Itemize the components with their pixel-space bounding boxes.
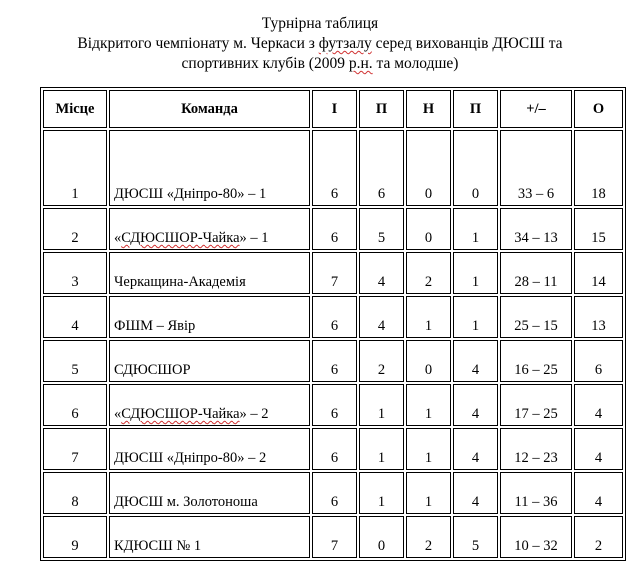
draws-cell: 2 (406, 252, 451, 294)
place-cell: 8 (43, 472, 107, 514)
wins-cell: 1 (359, 428, 404, 470)
table-row (43, 384, 623, 426)
document-title (0, 15, 640, 33)
points-cell: 4 (574, 428, 623, 470)
games-cell: 6 (312, 296, 357, 338)
place-cell: 7 (43, 428, 107, 470)
losses-cell: 1 (453, 208, 498, 250)
team-cell (109, 296, 310, 338)
table-row (43, 340, 623, 382)
losses-cell: 4 (453, 428, 498, 470)
team-name-text: ДЮСШ «Дніпро-80» – 1 (114, 186, 267, 202)
wins-cell: 1 (359, 384, 404, 426)
games-cell: 7 (312, 516, 357, 558)
losses-cell: 0 (453, 130, 498, 206)
place-cell: 9 (43, 516, 107, 558)
losses-cell: 4 (453, 472, 498, 514)
wins-cell: 2 (359, 340, 404, 382)
draws-cell: 0 (406, 340, 451, 382)
subtitle-text-after: серед вихованців ДЮСШ та (371, 35, 563, 52)
wins-cell: 1 (359, 472, 404, 514)
spellcheck-underlined-word: СДЮСШОР-Чайка (121, 406, 240, 422)
wins-cell: 5 (359, 208, 404, 250)
games-cell: 7 (312, 252, 357, 294)
table-row (43, 516, 623, 558)
points-cell: 6 (574, 340, 623, 382)
losses-cell: 5 (453, 516, 498, 558)
subtitle-text-after: та молодше) (372, 55, 459, 72)
points-cell: 15 (574, 208, 623, 250)
games-cell: 6 (312, 208, 357, 250)
place-cell: 4 (43, 296, 107, 338)
place-cell: 5 (43, 340, 107, 382)
games-cell: 6 (312, 428, 357, 470)
team-name-text: « (114, 406, 122, 422)
points-cell: 18 (574, 130, 623, 206)
points-cell: 4 (574, 472, 623, 514)
table-row (43, 428, 623, 470)
draws-cell: 1 (406, 296, 451, 338)
points-cell: 14 (574, 252, 623, 294)
team-cell (109, 252, 310, 294)
losses-cell: 1 (453, 296, 498, 338)
team-cell (109, 516, 310, 558)
draws-cell: 1 (406, 472, 451, 514)
draws-cell: 0 (406, 130, 451, 206)
games-cell: 6 (312, 472, 357, 514)
goals-cell: 12 – 23 (500, 428, 572, 470)
place-cell: 3 (43, 252, 107, 294)
wins-cell: 6 (359, 130, 404, 206)
column-header-draws: Н (406, 90, 451, 128)
team-name-text: ДЮСШ «Дніпро-80» – 2 (114, 450, 267, 466)
goals-cell: 28 – 11 (500, 252, 572, 294)
team-name-text: Черкащина-Академія (114, 274, 246, 290)
team-name-text: ДЮСШ м. Золотоноша (114, 494, 258, 510)
table-header-row (43, 90, 623, 128)
team-name-text: КДЮСШ № 1 (114, 538, 202, 554)
losses-cell: 4 (453, 384, 498, 426)
column-header-losses: П (453, 90, 498, 128)
table-row (43, 208, 623, 250)
points-cell: 4 (574, 384, 623, 426)
points-cell: 2 (574, 516, 623, 558)
title-line-1: Турнірна таблиця (261, 15, 379, 32)
team-name-suffix: » – 1 (239, 230, 269, 246)
column-header-team: Команда (109, 90, 310, 128)
wins-cell: 4 (359, 296, 404, 338)
column-header-place: Місце (43, 90, 107, 128)
spellcheck-underlined-word: р.н. (348, 55, 373, 72)
subtitle-text-before: спортивних клубів (2009 (181, 55, 349, 72)
draws-cell: 1 (406, 384, 451, 426)
goals-cell: 34 – 13 (500, 208, 572, 250)
place-cell: 6 (43, 384, 107, 426)
losses-cell: 1 (453, 252, 498, 294)
goals-cell: 17 – 25 (500, 384, 572, 426)
team-name-suffix: » – 2 (239, 406, 269, 422)
document-subtitle-line-2 (0, 35, 640, 53)
column-header-wins: П (359, 90, 404, 128)
table-row (43, 252, 623, 294)
losses-cell: 4 (453, 340, 498, 382)
goals-cell: 25 – 15 (500, 296, 572, 338)
goals-cell: 10 – 32 (500, 516, 572, 558)
team-cell (109, 340, 310, 382)
wins-cell: 0 (359, 516, 404, 558)
subtitle-text-before: Відкритого чемпіонату м. Черкаси з (77, 35, 319, 52)
team-name-text: СДЮСШОР (114, 362, 191, 378)
place-cell: 2 (43, 208, 107, 250)
team-name-text: ФШМ – Явір (114, 318, 196, 334)
team-cell (109, 472, 310, 514)
standings-table (40, 87, 626, 561)
spellcheck-underlined-word: футзалу (318, 35, 372, 52)
spellcheck-underlined-word: СДЮСШОР-Чайка (121, 230, 240, 246)
draws-cell: 1 (406, 428, 451, 470)
team-cell (109, 428, 310, 470)
goals-cell: 11 – 36 (500, 472, 572, 514)
goals-cell: 33 – 6 (500, 130, 572, 206)
team-cell (109, 208, 310, 250)
column-header-goals: +/– (500, 90, 572, 128)
wins-cell: 4 (359, 252, 404, 294)
column-header-points: О (574, 90, 623, 128)
games-cell: 6 (312, 340, 357, 382)
table-row (43, 472, 623, 514)
team-cell (109, 384, 310, 426)
column-header-games: І (312, 90, 357, 128)
table-row (43, 296, 623, 338)
points-cell: 13 (574, 296, 623, 338)
place-cell: 1 (43, 130, 107, 206)
draws-cell: 2 (406, 516, 451, 558)
games-cell: 6 (312, 384, 357, 426)
team-name-text: « (114, 230, 122, 246)
document-subtitle-line-3 (0, 55, 640, 73)
draws-cell: 0 (406, 208, 451, 250)
goals-cell: 16 – 25 (500, 340, 572, 382)
table-row (43, 130, 623, 206)
games-cell: 6 (312, 130, 357, 206)
team-cell (109, 130, 310, 206)
